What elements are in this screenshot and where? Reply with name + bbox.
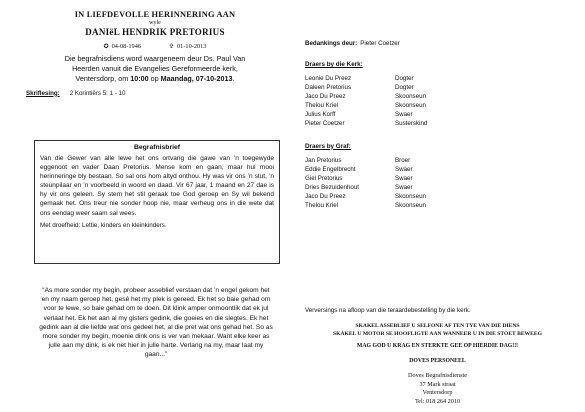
phone-number: Tel: 018 264 2010 (414, 397, 461, 405)
grave-bearers-heading: Draers by Graf: (305, 142, 351, 150)
thanks-line: Bedankings deur: Pieter Coetzer (305, 40, 400, 47)
poem: “As more sonder my begin, probeer asseblief verstaan dat ’n engel gekom het en my naam geroep het, gesê het my plek is gereed. Ek het so baie gehad om voor te lewe, so baie gehad om te doen. Dit klink amper onmoontlik dat ek jul verlaat het. Ek het aan al my gisters gedink, die goeies en die slegtes. Ek het gedink aan al die liefde wat ons gedeel het, al die pret wat ons gehad het. So as more sonder my begin, moenie dink ons is ver van mekaar. Want elke keer as julle aan my dink, is ek net hier in julle harte. Verlang na my, maar laat my gaan...” (39, 287, 273, 359)
right-column (305, 40, 570, 210)
list-item: Jaco Du Preez Skoonseun (305, 192, 426, 200)
list-item: Daleen Pretorius Dogter (305, 84, 414, 92)
service-day: Maandag, 07-10-2013 (160, 74, 233, 84)
list-item: Thelou Kriel Skoonseun (305, 102, 426, 110)
phones-notice: SKAKEL ASSEBLIEF U SELFONE AF TEN TYE VAN DIE DIENS (355, 323, 520, 329)
church-bearers-list (305, 74, 570, 129)
left-column (26, 10, 284, 97)
scripture-value: 2 Korintiërs 5: 1 - 10 (69, 89, 126, 97)
list-item: Jaco Du Preez Skoonseun (305, 93, 426, 101)
scripture-reading (26, 90, 284, 97)
letter-body: Van die Gewer van alle lewe het ons ortvang die gawe van ’n toegewyde eggenoot en vader Daan Pretorius. Mense kom en gaan, maar hul mooi herinneringe bly bestaan. So sal ons hom altyd onthou. Hy was vir ons ’n stut, ’n steunpilaar en ’n voorbeeld in woord en daad. Vir 67 jaar, 1 maand en 27 dae is hy vir ons geleen. Sy stem het stil geraak toe God geroep en Sy wil bekend gemaak het. Ons treur nie sonder hoop nie, maar verheug ons in die wete dat ons eendag weer saam sal wees. (40, 155, 274, 217)
letter-title: Begrafnisbrief (133, 144, 181, 151)
list-item: Eddie Engelbrecht Swaer (305, 165, 413, 173)
service-details: Die begrafnisdiens word waargeneem deur Ds. Paul Van Heerden vanuit die Evangelies Gereformeerde kerk, Ventersdorp, om 10:00 op Maandag, 07-10-2013. (64, 54, 246, 84)
list-item: Thelou Kriel Skoonseun (305, 202, 426, 210)
funeral-home-contact (305, 372, 570, 406)
list-item: Jan Pretorius Broer (305, 156, 411, 164)
service-time: 10:00 (130, 74, 149, 84)
church-bearers-heading: Draers by die Kerk: (305, 61, 363, 68)
deceased-name: DANIëL HENDRIK PRETORIUS (85, 27, 225, 37)
cross-icon: ✞ (169, 44, 175, 50)
scripture-label: Skriflesing: (26, 89, 60, 97)
funeral-letter-box (34, 140, 280, 264)
memorial-heading: IN LIEFDEVOLLE HERINNERING AAN (74, 10, 236, 19)
late-label: wyle (149, 20, 161, 26)
notice-text (305, 323, 570, 339)
blessing-text: MAG GOD U KRAG EN STERKTE GEE OP HIERDIE DAG!!! (356, 343, 519, 349)
list-item: Giel Pretorius Swaer (305, 174, 413, 182)
grave-bearers-list (305, 156, 570, 211)
birth-icon: ✪ (103, 44, 109, 50)
death-date: ✞ 01-10-2013 (169, 43, 207, 50)
letter-footer: Met droefheid: Lettie, kinders en kleinkinders. (40, 221, 167, 229)
life-dates (26, 43, 284, 50)
list-item: Julius Korff Swaer (305, 111, 413, 119)
list-item: Dries Bezuidenhout Swaer (305, 183, 413, 191)
company-name: Doves Begrafnisdienste (408, 372, 467, 379)
list-item: Leonie Du Preez Dogter (305, 75, 414, 82)
town: Ventersdorp (422, 389, 453, 397)
refreshments-note: Verversings na afloop van die teraardebestelling by die kerk. (305, 307, 471, 314)
headlights-notice: SKAKEL U MOTOR SE HOOFLIGTE AAN WANNEER U IN DIE STOET BEWEEG (333, 330, 542, 337)
staff-text: DOVES PERSONEEL (409, 358, 466, 364)
list-item: Pieter Coetzer Susterskind (305, 120, 428, 128)
street-address: 37 Mark straat (419, 380, 456, 388)
birth-date: ✪ 04-08-1946 (103, 43, 141, 50)
